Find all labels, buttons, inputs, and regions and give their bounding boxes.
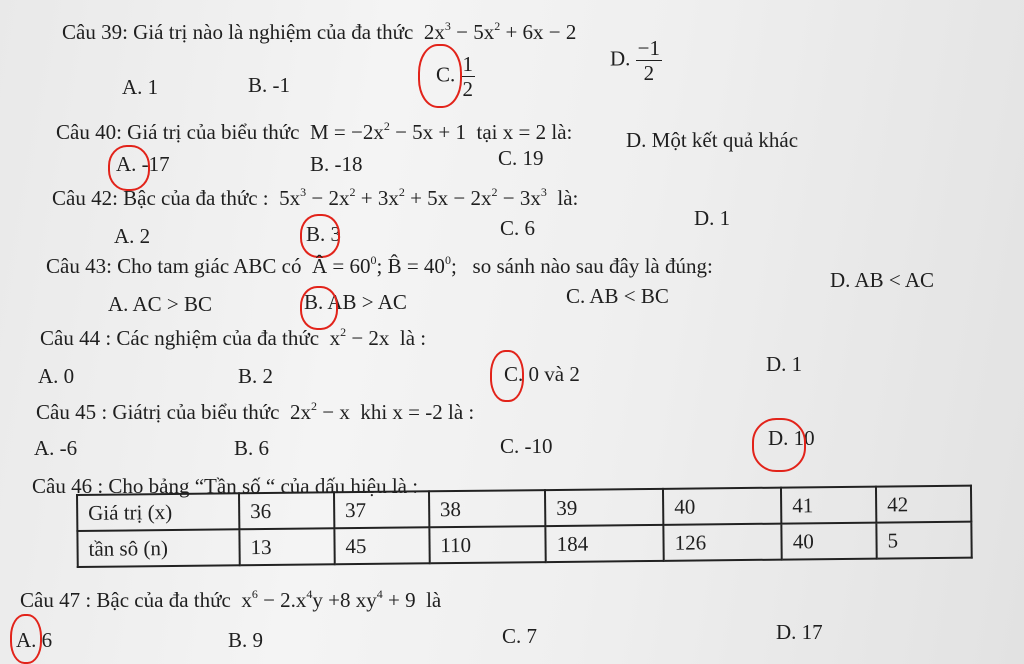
q47-polynomial: $x^6 - 2.x^4y +8$ $xy^4 + 9$: [236, 587, 421, 612]
q45-option-d: D. 10: [768, 426, 815, 450]
table-cell: 36: [239, 492, 334, 529]
q47-option-a: A. 6: [16, 628, 53, 652]
q43-angles: Â = $60^0$; B̂ = $40^0$;: [306, 253, 468, 278]
q40-option-a: A. -17: [116, 152, 170, 176]
q45-option-a: A. -6: [34, 436, 78, 460]
table-cell: 45: [334, 527, 429, 564]
q39-option-c: [436, 52, 475, 101]
q44-option-b: B. 2: [238, 364, 274, 388]
table-cell: 37: [334, 491, 429, 528]
q42-label: Câu 42: Bậc của đa thức :: [52, 186, 269, 210]
q43-option-b: B. AB > AC: [304, 290, 407, 314]
q45-tail: khi x = -2 là :: [360, 400, 475, 424]
table-cell: 184: [545, 525, 663, 562]
q39-option-d-prefix: D.: [610, 46, 631, 71]
q40-expression: $M = -2x^2 - 5x + 1$: [304, 119, 472, 144]
q39-d-denominator: 2: [643, 61, 655, 85]
q43-label: Câu 43: Cho tam giác ABC có: [46, 254, 302, 278]
table-cell: 126: [664, 524, 782, 561]
q43-tail: so sánh nào sau đây là đúng:: [472, 254, 713, 278]
q42-option-c: C. 6: [500, 216, 536, 240]
q43-option-d: D. AB < AC: [830, 268, 935, 292]
frequency-table: [76, 485, 973, 568]
q42-polynomial: $5x^3 - 2x^2 + 3x^2 + 5x - 2x^2 - 3x^3$: [273, 185, 547, 210]
q39-polynomial: $2x^3 - 5x^2 + 6x - 2$: [418, 19, 577, 44]
q43-option-a: A. AC > BC: [108, 292, 213, 316]
q44-option-c: C. 0 và 2: [504, 362, 580, 386]
table-cell: 39: [545, 489, 663, 526]
q39-option-d: [610, 36, 662, 85]
q42-option-b: B. 3: [306, 222, 342, 246]
q44-label: Câu 44 : Các nghiệm của đa thức: [40, 326, 320, 350]
q42-option-a: A. 2: [114, 224, 151, 248]
table-cell: 5: [876, 522, 971, 559]
q39-label: Câu 39: Giá trị nào là nghiệm của đa thức: [62, 20, 414, 44]
q39-option-a: A. 1: [122, 75, 159, 99]
q44-tail: là :: [399, 326, 427, 350]
q43-option-c: C. AB < BC: [566, 284, 669, 308]
q40-option-c: C. 19: [498, 146, 544, 170]
q40-question: [56, 120, 572, 145]
table-cell: 38: [429, 490, 546, 527]
q42-question: [52, 186, 578, 211]
q44-question: [40, 326, 426, 351]
q45-label: Câu 45 : Giátrị của biểu thức: [36, 400, 280, 424]
q40-option-d: D. Một kết quả khác: [626, 128, 799, 152]
q39-option-d-fraction: [636, 36, 662, 85]
q44-polynomial: $x^2 - 2x$: [324, 325, 395, 350]
q47-option-d: D. 17: [776, 620, 823, 644]
q42-tail: là:: [557, 186, 579, 210]
table-row-head: tần sô (n): [77, 529, 239, 567]
q39-option-c-fraction: [461, 52, 476, 101]
q39-question: [62, 20, 576, 45]
q42-option-d: D. 1: [694, 206, 731, 230]
q45-expression: $2x^2 - x$: [284, 399, 356, 424]
q47-question: [20, 588, 441, 613]
q43-question: [46, 254, 713, 279]
q39-c-numerator: 1: [462, 52, 474, 76]
q47-option-b: B. 9: [228, 628, 264, 652]
q39-d-numerator: −1: [637, 36, 661, 60]
table-cell: 42: [876, 486, 971, 523]
q47-label: Câu 47 : Bậc của đa thức: [20, 588, 231, 612]
q44-option-d: D. 1: [766, 352, 803, 376]
q39-c-denominator: 2: [462, 77, 474, 101]
q45-option-c: C. -10: [500, 434, 553, 458]
table-cell: 41: [781, 487, 876, 524]
q46-question: Câu 46 : Cho bảng “Tần số “ của dấu hiệu là :: [32, 474, 419, 498]
q40-option-b: B. -18: [310, 152, 363, 176]
q40-tail: tại x = 2 là:: [476, 120, 573, 144]
table-cell: 40: [663, 488, 781, 525]
q39-option-b: B. -1: [248, 73, 290, 97]
q39-option-c-prefix: C.: [436, 62, 456, 87]
table-cell: 40: [782, 523, 877, 560]
q45-option-b: B. 6: [234, 436, 270, 460]
table-cell: 110: [429, 526, 546, 563]
q44-option-a: A. 0: [38, 364, 75, 388]
q47-option-c: C. 7: [502, 624, 538, 648]
table-row-head: Giá trị (x): [77, 493, 239, 531]
q40-label: Câu 40: Giá trị của biểu thức: [56, 120, 300, 144]
table-cell: 13: [239, 528, 334, 565]
q47-tail: là: [426, 588, 442, 612]
q45-question: [36, 400, 474, 425]
